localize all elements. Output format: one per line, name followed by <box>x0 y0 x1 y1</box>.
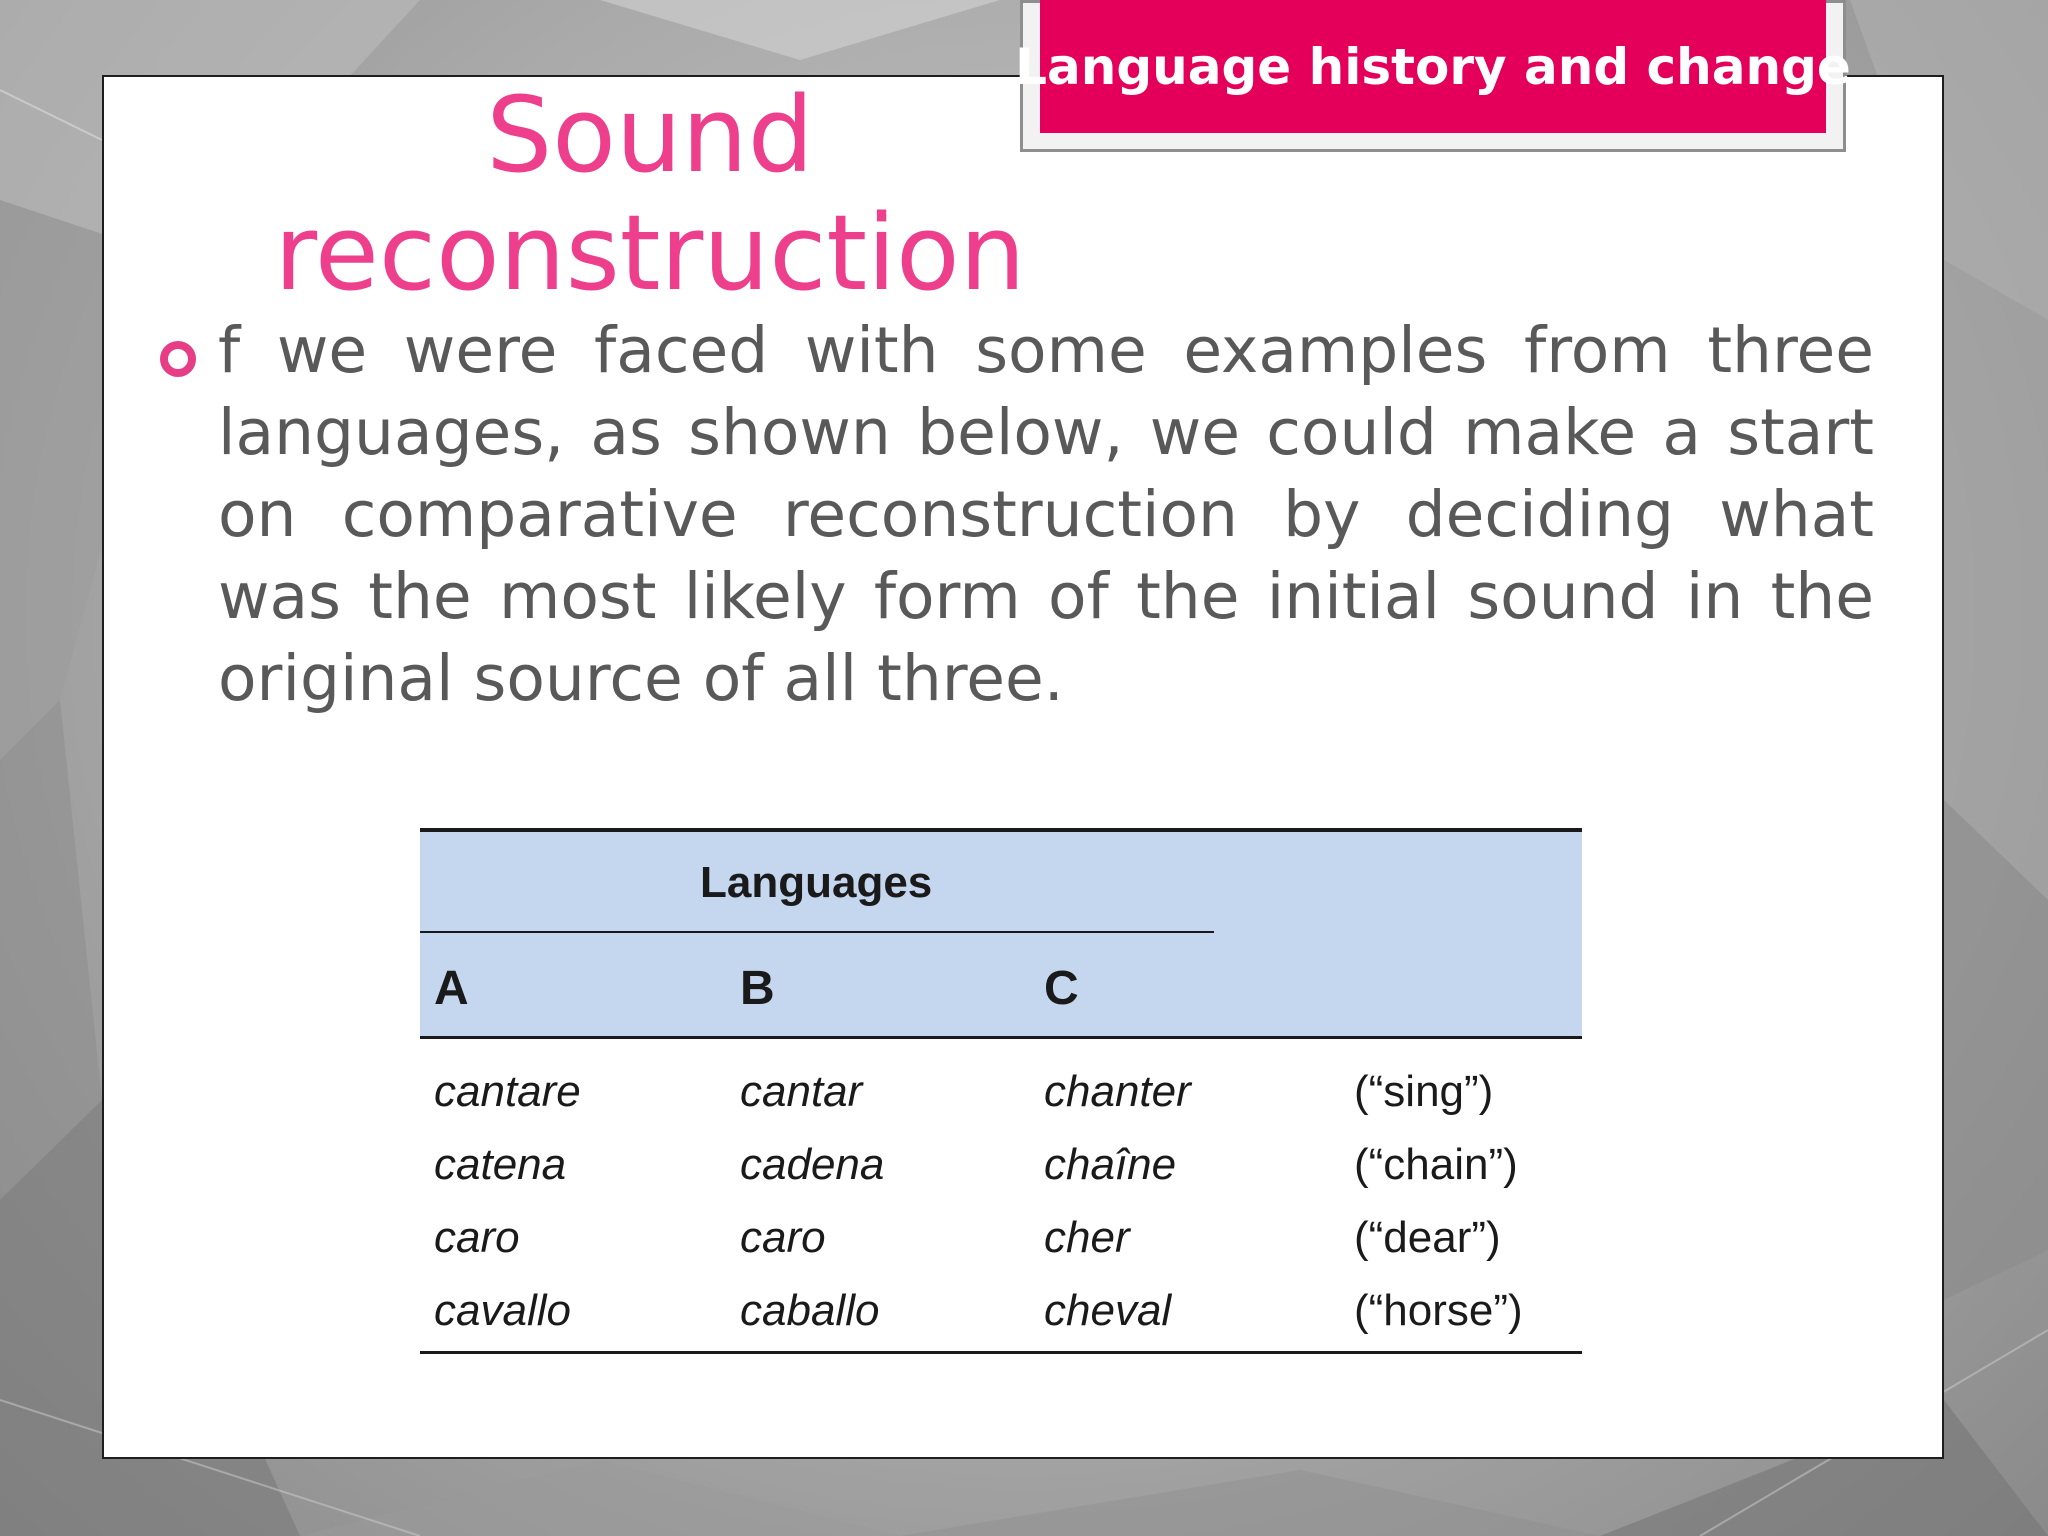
table-cell-a: catena <box>434 1140 567 1189</box>
table-header-band <box>420 830 1582 1038</box>
column-header-a: A <box>434 962 469 1015</box>
table-cell-b: caballo <box>740 1286 880 1335</box>
table-cell-gloss: (“chain”) <box>1354 1140 1518 1189</box>
table-group-rule <box>420 931 1214 933</box>
table-cell-c: chanter <box>1044 1067 1191 1116</box>
table-cell-gloss: (“sing”) <box>1354 1067 1494 1116</box>
slide-title-line-1: Sound <box>486 74 814 196</box>
section-header-banner <box>1015 0 1851 133</box>
table-cell-gloss: (“dear”) <box>1354 1213 1501 1262</box>
table-header-rule <box>420 1036 1582 1039</box>
table-cell-c: cher <box>1044 1213 1130 1262</box>
slide-title-line-2: reconstruction <box>274 192 1026 314</box>
bullet-ring-icon <box>160 341 196 377</box>
table-cell-b: caro <box>740 1213 826 1262</box>
slide-title <box>220 76 1080 312</box>
section-header-label: Language history and change <box>1015 37 1851 96</box>
table-cell-c: chaîne <box>1044 1140 1177 1189</box>
bullet-paragraph: f we were faced with some examples from three languages, as shown below, we could make a start on comparative reconstruction by deciding what was the most likely form of the initial sound in the original source of all three. <box>218 314 1874 715</box>
table-cell-a: cantare <box>434 1067 581 1116</box>
table-group-header: Languages <box>700 858 933 907</box>
comparison-table <box>420 828 1582 1358</box>
table-cell-a: cavallo <box>434 1286 571 1335</box>
table-cell-b: cadena <box>740 1140 885 1189</box>
table-cell-a: caro <box>434 1213 520 1262</box>
table-top-rule <box>420 828 1582 832</box>
table-cell-b: cantar <box>740 1067 863 1116</box>
column-header-b: B <box>740 962 775 1015</box>
table-cell-c: cheval <box>1044 1286 1172 1335</box>
column-header-c: C <box>1044 962 1079 1015</box>
table-bottom-rule <box>420 1351 1582 1354</box>
table-cell-gloss: (“horse”) <box>1354 1286 1523 1335</box>
